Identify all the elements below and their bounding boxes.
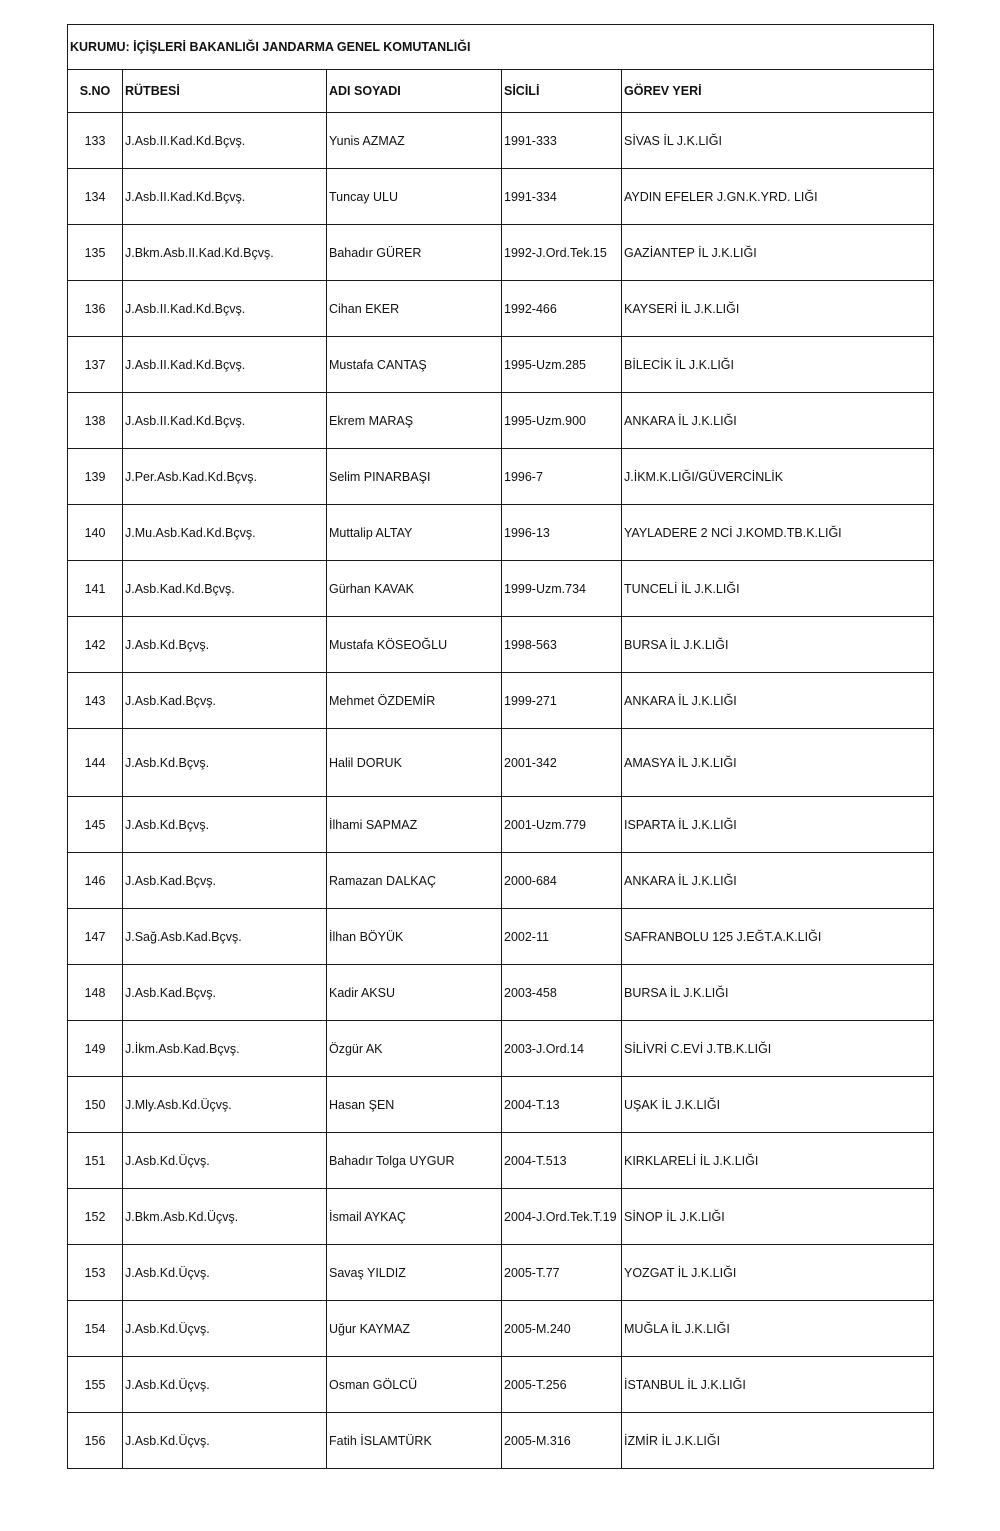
cell-rank: J.Asb.II.Kad.Kd.Bçvş.: [123, 281, 327, 337]
cell-duty-station: SİVAS İL J.K.LIĞI: [622, 113, 934, 169]
cell-rank: J.Asb.Kd.Üçvş.: [123, 1301, 327, 1357]
cell-sno: 133: [68, 113, 123, 169]
cell-rank: J.Asb.II.Kad.Kd.Bçvş.: [123, 337, 327, 393]
header-sno: S.NO: [68, 70, 123, 113]
cell-name: Uğur KAYMAZ: [327, 1301, 502, 1357]
cell-rank: J.Asb.Kd.Bçvş.: [123, 617, 327, 673]
cell-registry: 2005-M.240: [502, 1301, 622, 1357]
cell-duty-station: ANKARA İL J.K.LIĞI: [622, 673, 934, 729]
cell-duty-station: BİLECİK İL J.K.LIĞI: [622, 337, 934, 393]
table-row: [68, 853, 934, 909]
table-row: [68, 449, 934, 505]
cell-registry: 1996-13: [502, 505, 622, 561]
cell-duty-station: AYDIN EFELER J.GN.K.YRD. LIĞI: [622, 169, 934, 225]
table-header-row: [68, 70, 934, 113]
cell-rank: J.Asb.II.Kad.Kd.Bçvş.: [123, 393, 327, 449]
table-row: [68, 113, 934, 169]
cell-name: Ramazan DALKAÇ: [327, 853, 502, 909]
cell-duty-station: KAYSERİ İL J.K.LIĞI: [622, 281, 934, 337]
table-row: [68, 729, 934, 797]
cell-rank: J.Asb.Kad.Bçvş.: [123, 965, 327, 1021]
cell-sno: 144: [68, 729, 123, 797]
cell-name: Osman GÖLCÜ: [327, 1357, 502, 1413]
header-name: ADI SOYADI: [327, 70, 502, 113]
header-registry: SİCİLİ: [502, 70, 622, 113]
cell-rank: J.Asb.Kd.Üçvş.: [123, 1357, 327, 1413]
table-row: [68, 505, 934, 561]
cell-duty-station: YOZGAT İL J.K.LIĞI: [622, 1245, 934, 1301]
cell-registry: 2003-458: [502, 965, 622, 1021]
cell-registry: 2004-J.Ord.Tek.T.19: [502, 1189, 622, 1245]
table-row: [68, 393, 934, 449]
cell-sno: 155: [68, 1357, 123, 1413]
cell-sno: 143: [68, 673, 123, 729]
cell-sno: 146: [68, 853, 123, 909]
cell-rank: J.Asb.Kad.Bçvş.: [123, 853, 327, 909]
cell-name: Mehmet ÖZDEMİR: [327, 673, 502, 729]
cell-name: İlhami SAPMAZ: [327, 797, 502, 853]
cell-rank: J.Asb.II.Kad.Kd.Bçvş.: [123, 169, 327, 225]
cell-name: Hasan ŞEN: [327, 1077, 502, 1133]
cell-name: Halil DORUK: [327, 729, 502, 797]
cell-rank: J.Asb.II.Kad.Kd.Bçvş.: [123, 113, 327, 169]
cell-duty-station: KIRKLARELİ İL J.K.LIĞI: [622, 1133, 934, 1189]
cell-duty-station: İSTANBUL İL J.K.LIĞI: [622, 1357, 934, 1413]
cell-sno: 138: [68, 393, 123, 449]
cell-name: Mustafa CANTAŞ: [327, 337, 502, 393]
cell-sno: 148: [68, 965, 123, 1021]
cell-registry: 1995-Uzm.285: [502, 337, 622, 393]
cell-rank: J.Asb.Kd.Üçvş.: [123, 1133, 327, 1189]
cell-registry: 1998-563: [502, 617, 622, 673]
cell-name: Kadir AKSU: [327, 965, 502, 1021]
cell-rank: J.Bkm.Asb.Kd.Üçvş.: [123, 1189, 327, 1245]
table-row: [68, 169, 934, 225]
cell-duty-station: SİLİVRİ C.EVİ J.TB.K.LIĞI: [622, 1021, 934, 1077]
cell-registry: 2001-Uzm.779: [502, 797, 622, 853]
cell-name: Ekrem MARAŞ: [327, 393, 502, 449]
cell-duty-station: ANKARA İL J.K.LIĞI: [622, 393, 934, 449]
cell-registry: 2005-T.256: [502, 1357, 622, 1413]
cell-duty-station: YAYLADERE 2 NCİ J.KOMD.TB.K.LIĞI: [622, 505, 934, 561]
cell-sno: 152: [68, 1189, 123, 1245]
cell-rank: J.Asb.Kad.Bçvş.: [123, 673, 327, 729]
cell-name: Fatih İSLAMTÜRK: [327, 1413, 502, 1469]
cell-registry: 1991-334: [502, 169, 622, 225]
cell-duty-station: ANKARA İL J.K.LIĞI: [622, 853, 934, 909]
cell-rank: J.Mly.Asb.Kd.Üçvş.: [123, 1077, 327, 1133]
cell-sno: 145: [68, 797, 123, 853]
cell-registry: 1992-466: [502, 281, 622, 337]
institution-title: KURUMU: İÇİŞLERİ BAKANLIĞI JANDARMA GENEL KOMUTANLIĞI: [68, 25, 934, 70]
table-row: [68, 1301, 934, 1357]
cell-sno: 137: [68, 337, 123, 393]
cell-rank: J.Asb.Kd.Bçvş.: [123, 797, 327, 853]
cell-sno: 139: [68, 449, 123, 505]
cell-name: Bahadır GÜRER: [327, 225, 502, 281]
table-row: [68, 1413, 934, 1469]
cell-sno: 154: [68, 1301, 123, 1357]
cell-sno: 153: [68, 1245, 123, 1301]
cell-sno: 150: [68, 1077, 123, 1133]
cell-registry: 2001-342: [502, 729, 622, 797]
cell-registry: 2004-T.13: [502, 1077, 622, 1133]
cell-name: İsmail AYKAÇ: [327, 1189, 502, 1245]
cell-sno: 136: [68, 281, 123, 337]
cell-name: Gürhan KAVAK: [327, 561, 502, 617]
table-row: [68, 1357, 934, 1413]
cell-duty-station: AMASYA İL J.K.LIĞI: [622, 729, 934, 797]
table-row: [68, 617, 934, 673]
cell-duty-station: SAFRANBOLU 125 J.EĞT.A.K.LIĞI: [622, 909, 934, 965]
cell-registry: 1996-7: [502, 449, 622, 505]
table-row: [68, 909, 934, 965]
table-row: [68, 281, 934, 337]
cell-name: Bahadır Tolga UYGUR: [327, 1133, 502, 1189]
cell-duty-station: GAZİANTEP İL J.K.LIĞI: [622, 225, 934, 281]
cell-registry: 1992-J.Ord.Tek.15: [502, 225, 622, 281]
cell-name: Selim PINARBAŞI: [327, 449, 502, 505]
cell-name: Mustafa KÖSEOĞLU: [327, 617, 502, 673]
cell-duty-station: UŞAK İL J.K.LIĞI: [622, 1077, 934, 1133]
table-row: [68, 1077, 934, 1133]
cell-registry: 1995-Uzm.900: [502, 393, 622, 449]
cell-rank: J.Asb.Kd.Üçvş.: [123, 1245, 327, 1301]
cell-registry: 2005-M.316: [502, 1413, 622, 1469]
cell-sno: 142: [68, 617, 123, 673]
cell-name: Muttalip ALTAY: [327, 505, 502, 561]
cell-duty-station: BURSA İL J.K.LIĞI: [622, 617, 934, 673]
cell-sno: 141: [68, 561, 123, 617]
cell-name: Tuncay ULU: [327, 169, 502, 225]
cell-rank: J.Asb.Kd.Bçvş.: [123, 729, 327, 797]
cell-duty-station: MUĞLA İL J.K.LIĞI: [622, 1301, 934, 1357]
table-row: [68, 1245, 934, 1301]
header-duty-station: GÖREV YERİ: [622, 70, 934, 113]
cell-registry: 1991-333: [502, 113, 622, 169]
personnel-document: [67, 24, 933, 1469]
cell-rank: J.Per.Asb.Kad.Kd.Bçvş.: [123, 449, 327, 505]
cell-duty-station: İZMİR İL J.K.LIĞI: [622, 1413, 934, 1469]
cell-registry: 2004-T.513: [502, 1133, 622, 1189]
cell-rank: J.Mu.Asb.Kad.Kd.Bçvş.: [123, 505, 327, 561]
cell-sno: 151: [68, 1133, 123, 1189]
cell-duty-station: TUNCELİ İL J.K.LIĞI: [622, 561, 934, 617]
personnel-table: [67, 24, 934, 1469]
cell-name: Savaş YILDIZ: [327, 1245, 502, 1301]
cell-registry: 2005-T.77: [502, 1245, 622, 1301]
cell-name: Cihan EKER: [327, 281, 502, 337]
table-row: [68, 1189, 934, 1245]
cell-rank: J.Asb.Kad.Kd.Bçvş.: [123, 561, 327, 617]
cell-sno: 140: [68, 505, 123, 561]
cell-name: Özgür AK: [327, 1021, 502, 1077]
table-row: [68, 337, 934, 393]
table-row: [68, 1133, 934, 1189]
cell-sno: 135: [68, 225, 123, 281]
cell-registry: 1999-Uzm.734: [502, 561, 622, 617]
cell-duty-station: BURSA İL J.K.LIĞI: [622, 965, 934, 1021]
cell-duty-station: J.İKM.K.LIĞI/GÜVERCİNLİK: [622, 449, 934, 505]
cell-rank: J.Bkm.Asb.II.Kad.Kd.Bçvş.: [123, 225, 327, 281]
cell-registry: 2000-684: [502, 853, 622, 909]
cell-rank: J.İkm.Asb.Kad.Bçvş.: [123, 1021, 327, 1077]
cell-duty-station: SİNOP İL J.K.LIĞI: [622, 1189, 934, 1245]
cell-registry: 2003-J.Ord.14: [502, 1021, 622, 1077]
cell-name: İlhan BÖYÜK: [327, 909, 502, 965]
cell-sno: 156: [68, 1413, 123, 1469]
table-row: [68, 797, 934, 853]
cell-rank: J.Sağ.Asb.Kad.Bçvş.: [123, 909, 327, 965]
cell-rank: J.Asb.Kd.Üçvş.: [123, 1413, 327, 1469]
table-row: [68, 673, 934, 729]
table-row: [68, 561, 934, 617]
cell-sno: 134: [68, 169, 123, 225]
cell-registry: 1999-271: [502, 673, 622, 729]
cell-sno: 147: [68, 909, 123, 965]
table-row: [68, 1021, 934, 1077]
header-rank: RÜTBESİ: [123, 70, 327, 113]
cell-sno: 149: [68, 1021, 123, 1077]
table-row: [68, 965, 934, 1021]
cell-registry: 2002-11: [502, 909, 622, 965]
cell-duty-station: ISPARTA İL J.K.LIĞI: [622, 797, 934, 853]
table-row: [68, 225, 934, 281]
cell-name: Yunis AZMAZ: [327, 113, 502, 169]
